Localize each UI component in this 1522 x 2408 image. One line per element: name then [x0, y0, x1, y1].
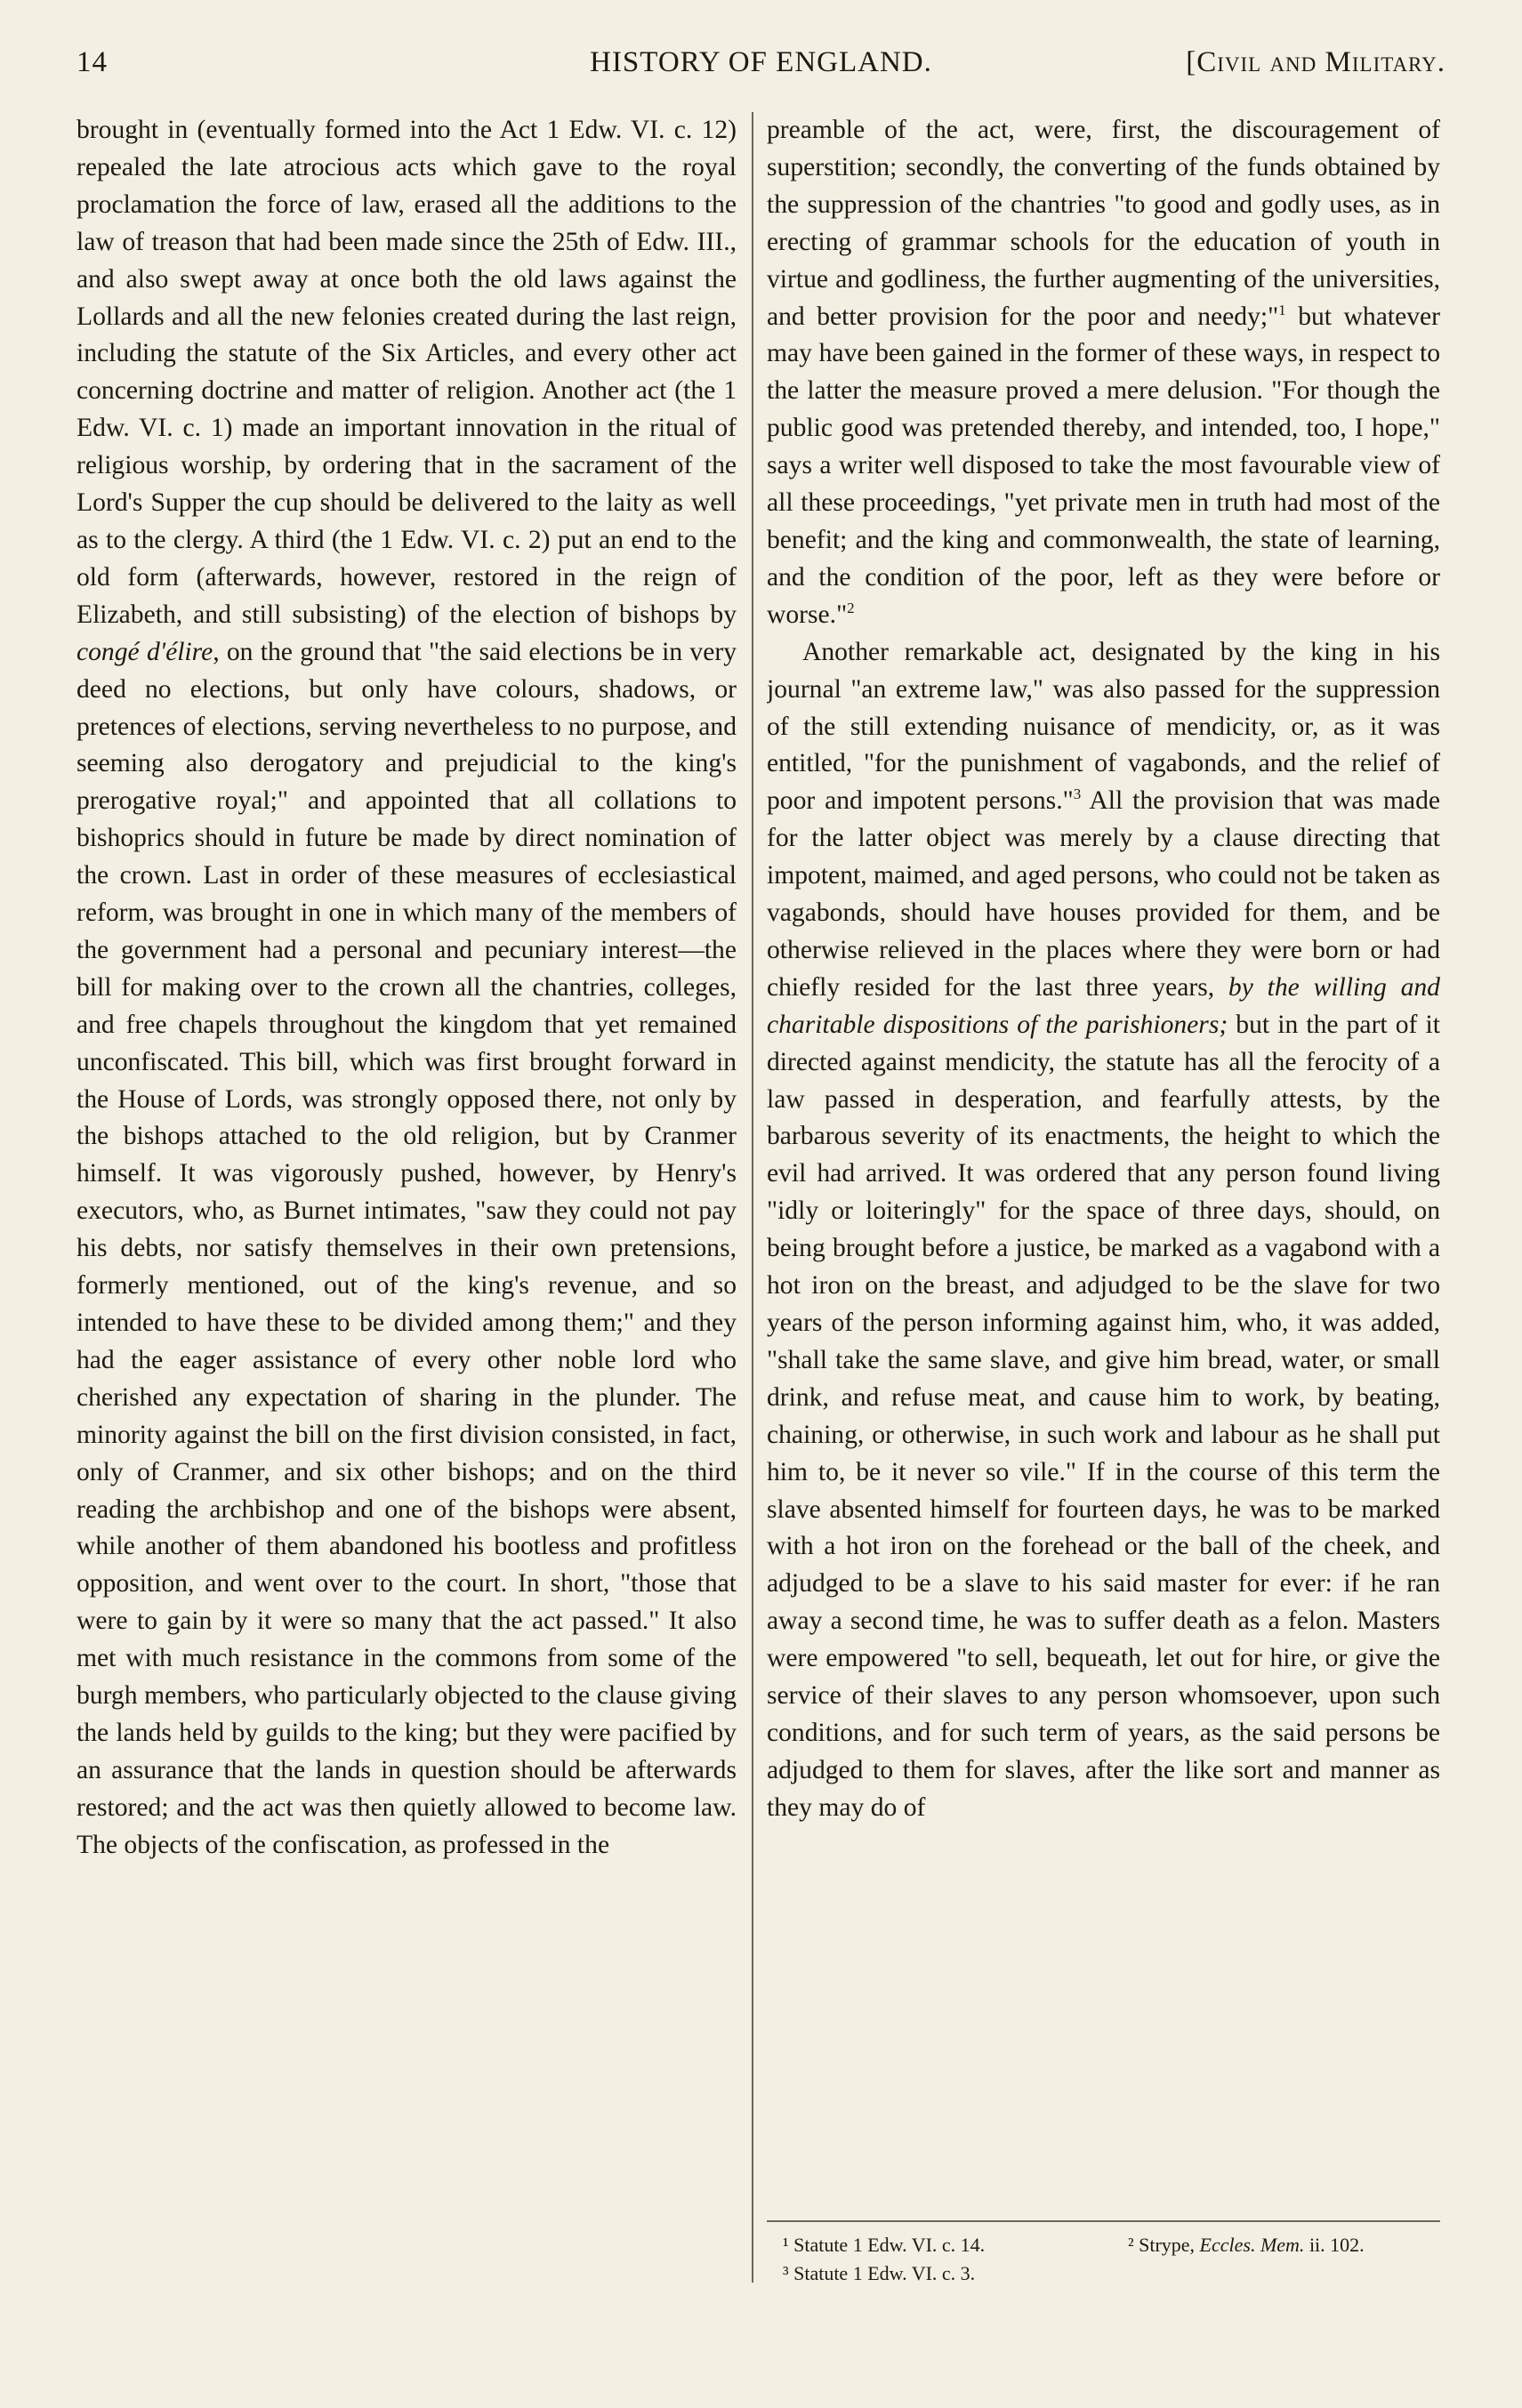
footnote-ref: 2	[847, 599, 855, 616]
text-span: but in the part of it directed against mendicity, the statute has all the ferocity of a law passed in desperation, and fearfully attests, by the barbarous severity of its enactments, the height to which the evil had arrived. It was ordered that any person found living "idly or loiteringly" for the space of three days, should, on being brought before a justice, be marked as a vagabond with a hot iron on the breast, and adjudged to be the slave for two years of the person informing against him, who, it was added, "shall take the same slave, and give him bread, water, or small drink, and refuse meat, and cause him to work, by beating, chaining, or otherwise, in such work and labour as he shall put him to, be it never so vile." If in the course of this term the slave absented himself for fourteen days, he was to be marked with a hot iron on the forehead or the ball of the cheek, and adjudged to be a slave to his said master for ever: if he ran away a second time, he was to suffer death as a felon. Masters were empowered "to sell, bequeath, let out for hire, or give the service of their slaves to any person whomsoever, upon such conditions, and for such term of years, as the said persons be adjudged to them for slaves, after the like sort and manner as they may do of	[767, 1010, 1440, 1822]
text-span: All the provision that was made for the latter object was merely by a clause directing that impotent, maimed, and aged persons, who could not be taken as vagabonds, should have houses provided for them, and be otherwise relieved in the places where they were born or had chiefly resided for the last three years,	[767, 786, 1440, 1002]
footnote-2	[1128, 2231, 1365, 2259]
left-paragraph	[77, 112, 737, 1864]
running-title: HISTORY OF ENGLAND.	[590, 46, 932, 78]
right-column	[767, 112, 1440, 2185]
italic-title: Eccles. Mem.	[1199, 2234, 1305, 2256]
running-head	[77, 46, 1445, 89]
right-paragraph-1	[767, 112, 1440, 634]
text-span: ii. 102.	[1304, 2234, 1365, 2256]
footnote-ref: 3	[1073, 785, 1082, 803]
page-number: 14	[77, 46, 108, 78]
text-span: brought in (eventually formed into the Act 1 Edw. VI. c. 12) repealed the late atrocious acts which gave to the royal proclamation the force of law, erased all the additions to the law of treason that had been made since the 25th of Edw. III., and also swept away at once both the old laws against the Lollards and all the new felonies created during the last reign, including the statute of the Six Articles, and every other act concerning doctrine and matter of religion. Another act (the 1 Edw. VI. c. 1) made an important innovation in the ritual of religious worship, by ordering that in the sacrament of the Lord's Supper the cup should be delivered to the laity as well as to the clergy. A third (the 1 Edw. VI. c. 2) put an end to the old form (afterwards, however, restored in the reign of Elizabeth, and still subsisting) of the election of bishops by	[77, 116, 737, 629]
left-column	[77, 112, 737, 2283]
italic-term: congé d'élire	[77, 637, 213, 666]
text-span: ² Strype,	[1128, 2234, 1200, 2256]
footnote-3: ³ Statute 1 Edw. VI. c. 3.	[783, 2262, 976, 2284]
text-span: preamble of the act, were, first, the discouragement of superstition; secondly, the converting of the funds obtained by the suppression of the chantries "to good and godly uses, as in erecting of grammar schools for the education of youth in virtue and godliness, the further augmenting of the universities, and better provision for the poor and needy;"	[767, 116, 1440, 331]
footnote-ref: 1	[1278, 301, 1286, 318]
text-span: Another remarkable act, designated by the king in his journal "an extreme law," was also passed for the suppression of the still extending nuisance of mendicity, or, as it was entitled, "for the punishment of vagabonds, and the relief of poor and impotent persons."	[767, 637, 1440, 816]
text-span: but whatever may have been gained in the former of these ways, in respect to the latter the measure proved a mere delusion. "For though the public good was pretended thereby, and intended, too, I hope," says a writer well disposed to take the most favourable view of all these proceedings, "yet private men in truth had most of the benefit; and the king and commonwealth, the state of learning, and the condition of the poor, left as they were before or worse."	[767, 302, 1440, 629]
footnote-1: ¹ Statute 1 Edw. VI. c. 14.	[783, 2234, 986, 2256]
italic-phrase: by the willing and charitable dispositions of the parishioners;	[767, 972, 1440, 1039]
right-paragraph-2	[767, 634, 1440, 1827]
column-divider	[752, 112, 753, 2283]
footnote-rule	[767, 2220, 1440, 2222]
section-label: [Civil and Military.	[1186, 46, 1445, 78]
text-span: , on the ground that "the said elections be in very deed no elections, but only have colours, shadows, or pretences of elections, serving nevertheless to no purpose, and seeming also derogatory and prejudicial to the king's prerogative royal;" and appointed that all collations to bishoprics should in future be made by direct nomination of the crown. Last in order of these measures of ecclesiastical reform, was brought in one in which many of the members of the government had a personal and pecuniary interest—the bill for making over to the crown all the chantries, colleges, and free chapels throughout the kingdom that yet remained unconfiscated. This bill, which was first brought forward in the House of Lords, was strongly opposed there, not only by the bishops attached to the old religion, but by Cranmer himself. It was vigorously pushed, however, by Henry's executors, who, as Burnet intimates, "saw they could not pay his debts, nor satisfy themselves in their own pretensions, formerly mentioned, out of the king's revenue, and so intended to have these to be divided among them;" and they had the eager assistance of every other noble lord who cherished any expectation of sharing in the plunder. The minority against the bill on the first division consisted, in fact, only of Cranmer, and six other bishops; and on the third reading the archbishop and one of the bishops were absent, while another of them abandoned his bootless and profitless opposition, and went over to the court. In short, "those that were to gain by it were so many that the act passed." It also met with much resistance in the commons from some of the burgh members, who particularly objected to the clause giving the lands held by guilds to the king; but they were pacified by an assurance that the lands in question should be afterwards restored; and the act was then quietly allowed to become law. The objects of the confiscation, as professed in the	[77, 637, 737, 1859]
